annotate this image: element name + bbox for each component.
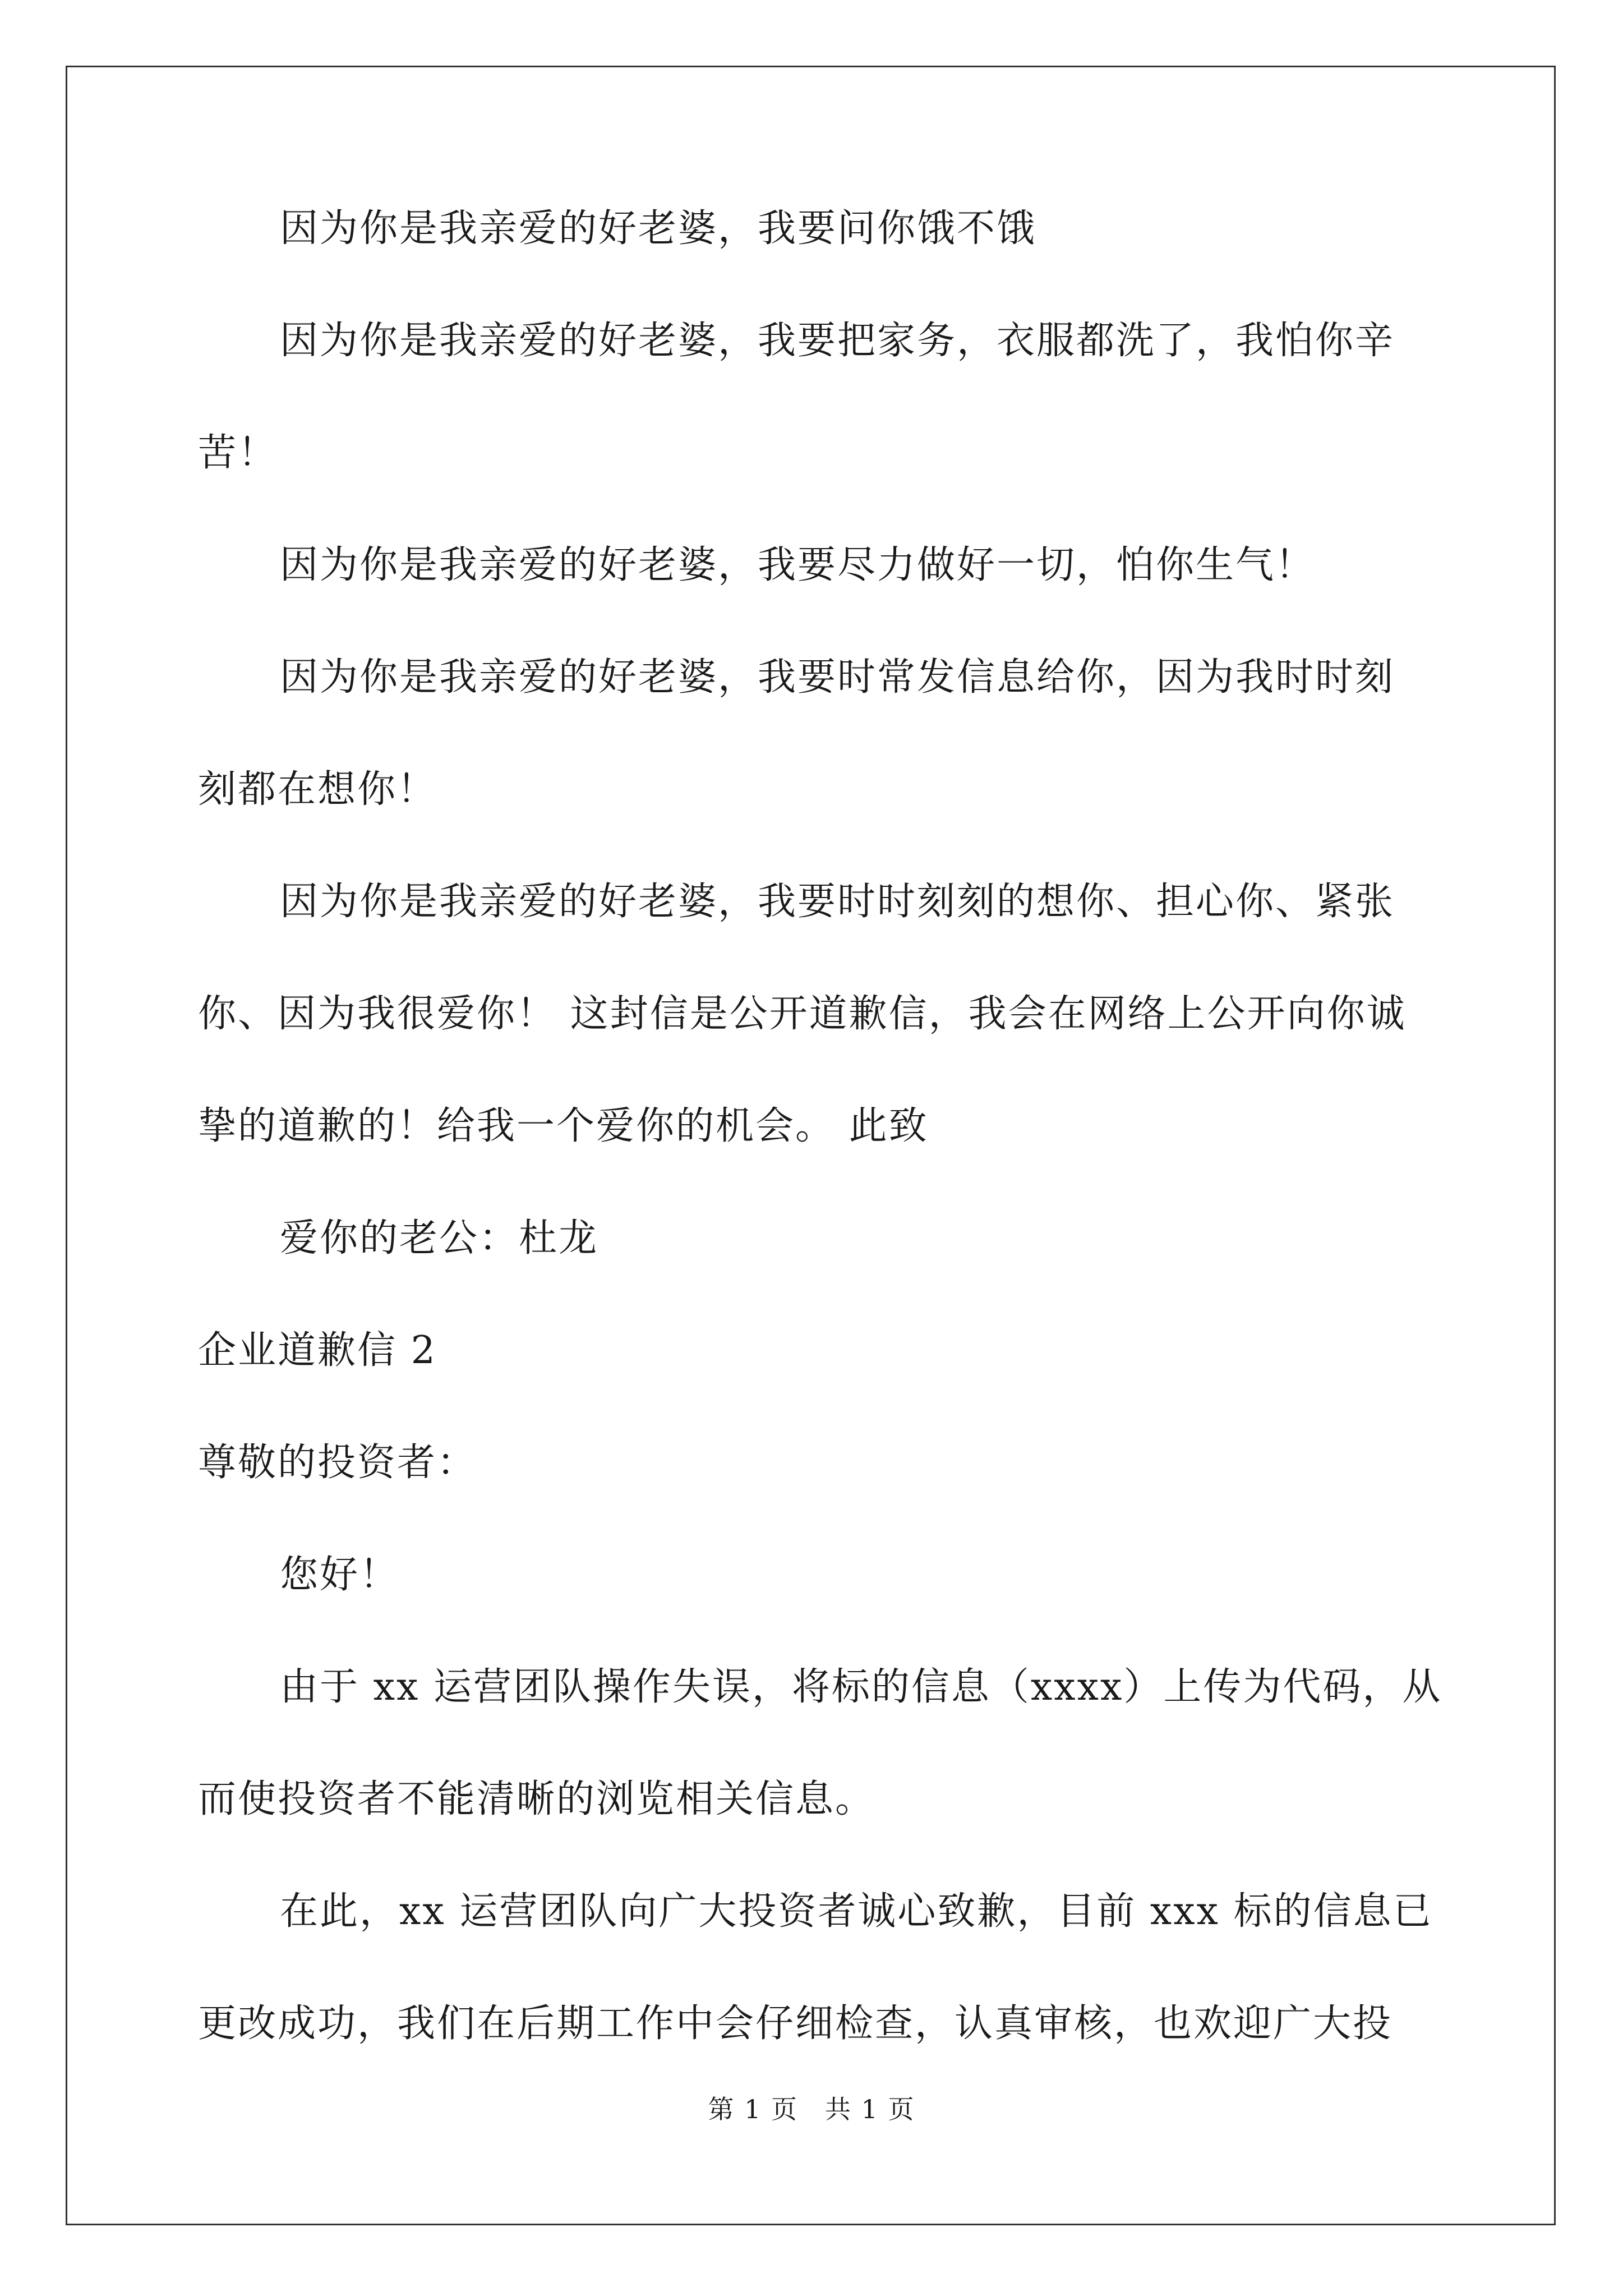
paragraph-line: 更改成功，我们在后期工作中会仔细检查，认真审核，也欢迎广大投 <box>198 2001 1393 2046</box>
greeting: 您好！ <box>280 1553 400 1597</box>
paragraph-line: 苦！ <box>198 431 278 475</box>
paragraph-line: 因为你是我亲爱的好老婆，我要尽力做好一切，怕你生气！ <box>280 543 1316 587</box>
paragraph-line: 因为你是我亲爱的好老婆，我要时时刻刻的想你、担心你、紧张 <box>280 880 1395 924</box>
paragraph-line: 因为你是我亲爱的好老婆，我要把家务，衣服都洗了，我怕你辛 <box>280 319 1395 363</box>
paragraph-line: 因为你是我亲爱的好老婆，我要问你饿不饿 <box>280 206 1037 251</box>
paragraph-line: 因为你是我亲爱的好老婆，我要时常发信息给你，因为我时时刻 <box>280 655 1395 700</box>
paragraph-line: 而使投资者不能清晰的浏览相关信息。 <box>198 1777 875 1821</box>
paragraph-line: 你、因为我很爱你！ 这封信是公开道歉信，我会在网络上公开向你诚 <box>198 992 1407 1036</box>
paragraph-line: 刻都在想你！ <box>198 767 437 812</box>
paragraph-line: 在此，xx 运营团队向广大投资者诚心致歉，目前 xxx 标的信息已 <box>280 1889 1433 1934</box>
salutation: 尊敬的投资者： <box>198 1441 477 1485</box>
paragraph-line: 由于 xx 运营团队操作失误，将标的信息（xxxx）上传为代码，从 <box>280 1665 1442 1709</box>
page-number: 第 1 页 共 1 页 <box>708 2094 915 2124</box>
signature-line: 爱你的老公：杜龙 <box>280 1216 599 1260</box>
paragraph-line: 挚的道歉的！给我一个爱你的机会。 此致 <box>198 1104 929 1148</box>
section-title: 企业道歉信 2 <box>198 1328 437 1373</box>
